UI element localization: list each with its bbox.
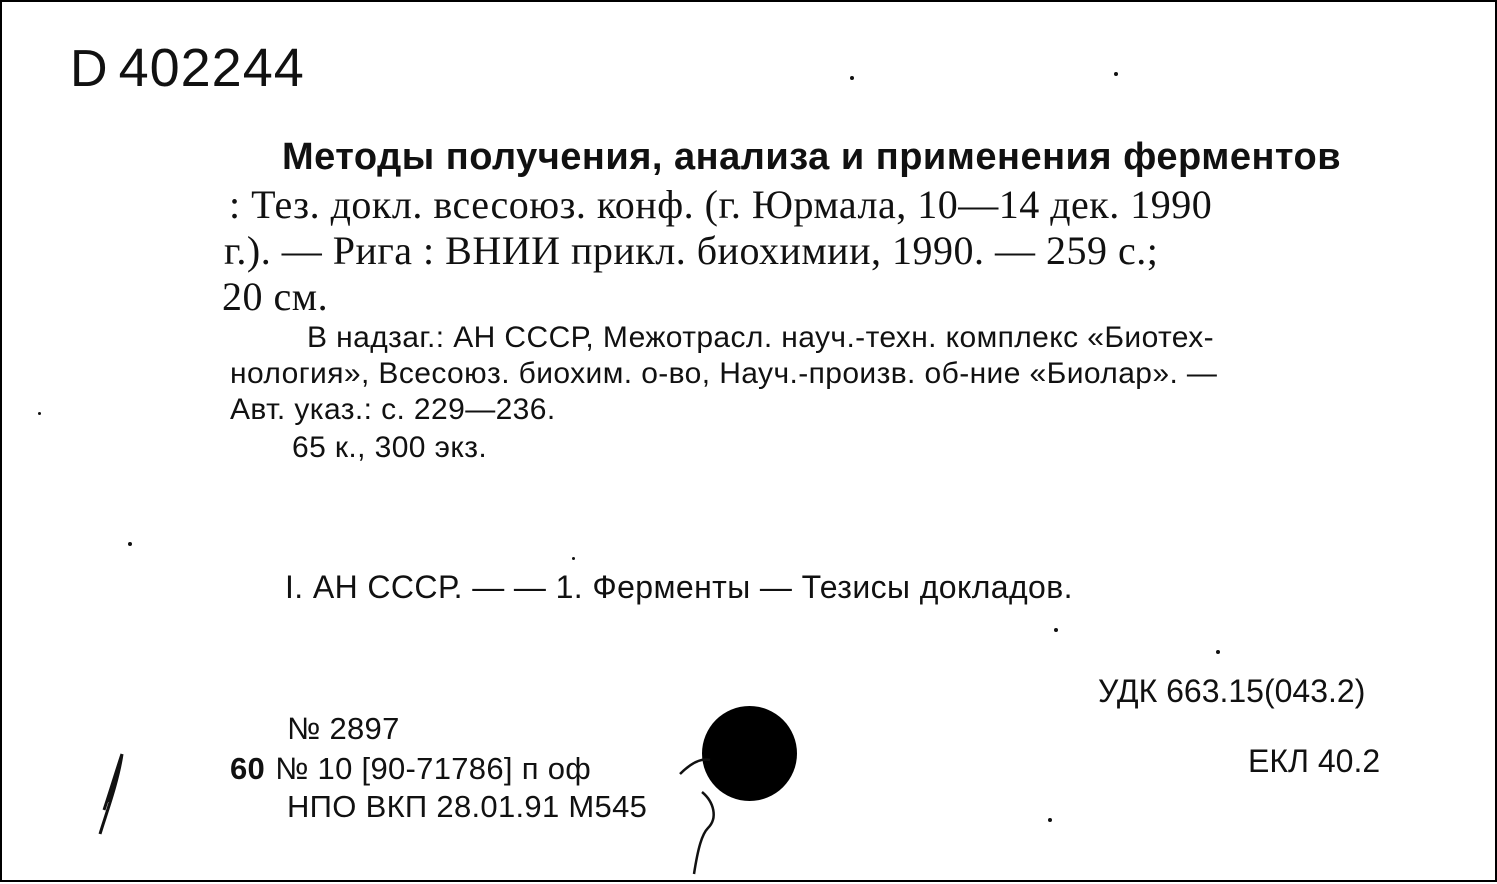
book-title: Методы получения, анализа и применения ферментов: [282, 136, 1342, 178]
description-line-2: г.). — Рига : ВНИИ прикл. биохимии, 1990. — 259 с.;: [224, 228, 1159, 273]
note-line-1: В надзаг.: АН СССР, Межотрасл. науч.-техн. комплекс «Биотех-: [307, 321, 1215, 354]
imprint-line-2-text: № 10 [90-71786] п оф: [275, 751, 592, 786]
imprint-line-1: № 2897: [287, 711, 400, 746]
pencil-hook: [680, 760, 710, 774]
udc-code: УДК 663.15(043.2): [1098, 673, 1366, 709]
handwritten-mark-1: [100, 754, 122, 834]
accession-letter: D: [70, 40, 109, 98]
speck: [1054, 628, 1058, 632]
speck: [128, 542, 132, 546]
price-and-print-run: 65 к., 300 экз.: [292, 431, 488, 464]
handwritten-marks: [2, 2, 1497, 884]
speck: [850, 76, 854, 80]
speck: [38, 412, 41, 415]
description-line-3: 20 см.: [222, 274, 329, 319]
speck: [1048, 818, 1052, 822]
pencil-tail: [694, 792, 714, 874]
speck: [1216, 650, 1220, 654]
ekl-code: ЕКЛ 40.2: [1248, 743, 1381, 779]
accession-digits: 402244: [118, 38, 305, 98]
subject-tracing: I. АН СССР. — — 1. Ферменты — Тезисы докладов.: [285, 569, 1073, 605]
speck: [572, 557, 575, 560]
imprint-line-3: НПО ВКП 28.01.91 М545: [287, 789, 648, 824]
description-line-1: : Тез. докл. всесоюз. конф. (г. Юрмала, 10—14 дек. 1990: [229, 182, 1213, 227]
note-line-2: нология», Всесоюз. биохим. о-во, Науч.-произв. об-ние «Биолар». —: [230, 357, 1218, 390]
imprint-lead-number: 60: [230, 751, 266, 786]
note-line-3: Авт. указ.: с. 229—236.: [230, 393, 556, 426]
speck: [1114, 72, 1118, 76]
